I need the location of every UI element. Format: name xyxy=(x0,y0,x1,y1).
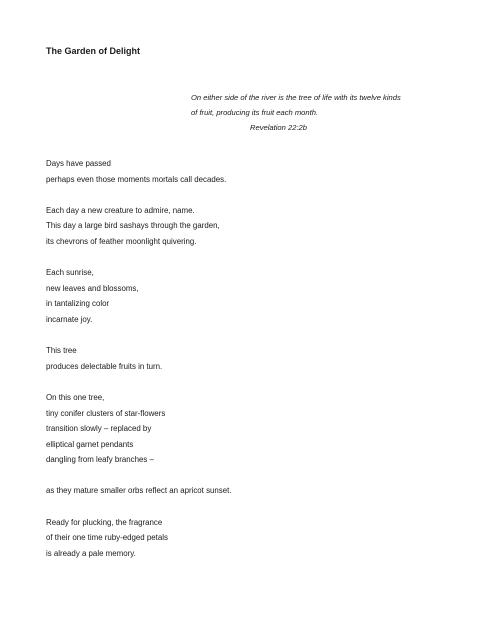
epigraph-line: On either side of the river is the tree of life with its twelve kinds xyxy=(191,93,401,102)
stanza xyxy=(46,343,466,374)
poem-line: its chevrons of feather moonlight quivering. xyxy=(46,236,197,246)
poem-line: new leaves and blossoms, xyxy=(46,283,139,293)
stanza xyxy=(46,156,466,187)
stanza xyxy=(46,515,466,562)
stanza xyxy=(46,483,466,499)
epigraph-line: of fruit, producing its fruit each month. xyxy=(191,108,319,117)
poem-line: Each day a new creature to admire, name. xyxy=(46,205,195,215)
poem-line: elliptical garnet pendants xyxy=(46,439,134,449)
poem-body xyxy=(46,156,466,577)
poem-line: Days have passed xyxy=(46,159,111,168)
poem-line: transition slowly – replaced by xyxy=(46,424,152,434)
poem-line: as they mature smaller orbs reflect an apricot sunset. xyxy=(46,486,232,496)
poem-line: This tree xyxy=(46,346,77,356)
stanza xyxy=(46,390,466,468)
poem-line: Each sunrise, xyxy=(46,268,94,278)
epigraph xyxy=(191,90,431,135)
stanza xyxy=(46,265,466,327)
poem-line: tiny conifer clusters of star-flowers xyxy=(46,408,166,418)
poem-line: dangling from leafy branches – xyxy=(46,455,154,465)
poem-line: On this one tree, xyxy=(46,392,105,402)
poem-line: Ready for plucking, the fragrance xyxy=(46,517,163,527)
poem-title: The Garden of Delight xyxy=(46,46,141,56)
poem-line: is already a pale memory. xyxy=(46,548,136,558)
stanza xyxy=(46,203,466,250)
poem-line: This day a large bird sashays through the garden, xyxy=(46,221,220,231)
poem-line: perhaps even those moments mortals call decades. xyxy=(46,174,227,184)
poem-line: of their one time ruby-edged petals xyxy=(46,533,168,543)
epigraph-citation: Revelation 22:2b xyxy=(250,123,307,132)
poem-line: in tantalizing color xyxy=(46,299,110,309)
poem-line: incarnate joy. xyxy=(46,314,93,324)
poem-line: produces delectable fruits in turn. xyxy=(46,361,163,371)
